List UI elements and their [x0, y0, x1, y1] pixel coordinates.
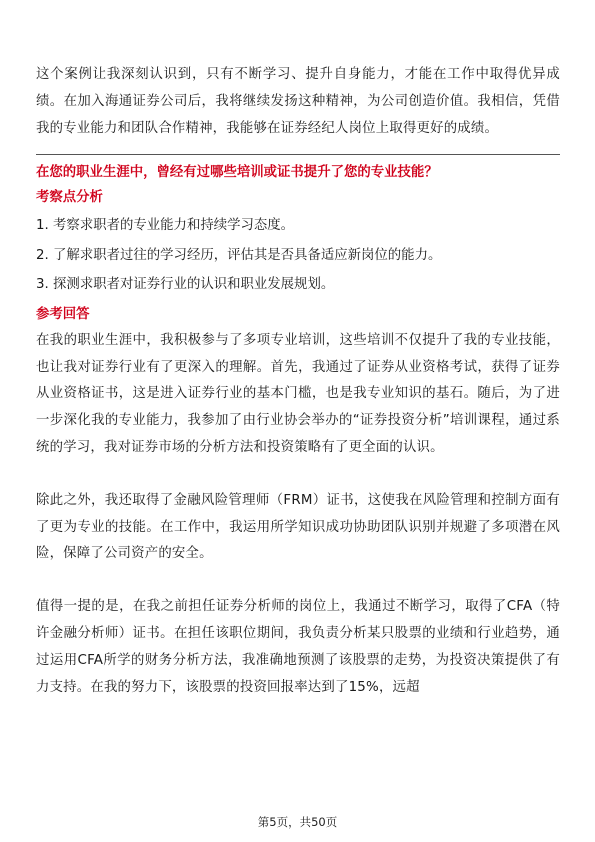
paragraph-gap	[36, 462, 560, 488]
answer-label: 参考回答	[36, 306, 90, 322]
analysis-item: 2. 了解求职者过往的学习经历，评估其是否具备适应新岗位的能力。	[36, 247, 442, 263]
answer-paragraph: 除此之外，我还取得了金融风险管理师（FRM）证书，这使我在风险管理和控制方面有了更为专业的技能。在工作中，我运用所学知识成功协助团队识别并规避了多项潜在风险，保障了公司资产的安全。	[36, 492, 560, 562]
paragraph-gap	[36, 568, 560, 594]
analysis-item: 1. 考察求职者的专业能力和持续学习态度。	[36, 218, 295, 234]
section-divider	[36, 154, 560, 155]
interview-question: 在您的职业生涯中，曾经有过哪些培训或证书提升了您的专业技能？	[36, 165, 438, 181]
analysis-label: 考察点分析	[36, 190, 103, 206]
answer-paragraph: 值得一提的是，在我之前担任证券分析师的岗位上，我通过不断学习，取得了CFA（特许金融分析师）证书。在担任该职位期间，我负责分析某只股票的业绩和行业趋势，通过运用CFA所学的财务分析方法，我准确地预测了该股票的走势，为投资决策提供了有力支持。在我的努力下，该股票的投资回报率达到了15%，远超	[36, 599, 560, 695]
page-content	[36, 62, 560, 701]
page-footer: 第5页，共50页	[257, 815, 338, 829]
answer-paragraph: 在我的职业生涯中，我积极参与了多项专业培训，这些培训不仅提升了我的专业技能，也让我对证券行业有了更深入的理解。首先，我通过了证券从业资格考试，获得了证券从业资格证书，这是进入证券行业的基本门槛，也是我专业知识的基石。随后，为了进一步深化我的专业能力，我参加了由行业协会举办的“证券投资分析”培训课程，通过系统的学习，我对证券市场的分析方法和投资策略有了更全面的认识。	[36, 332, 560, 456]
analysis-item: 3. 探测求职者对证券行业的认识和职业发展规划。	[36, 277, 335, 293]
intro-paragraph: 这个案例让我深刻认识到，只有不断学习、提升自身能力，才能在工作中取得优异成绩。在加入海通证券公司后，我将继续发扬这种精神，为公司创造价值。我相信，凭借我的专业能力和团队合作精神，我能够在证券经纪人岗位上取得更好的成绩。	[36, 67, 560, 136]
